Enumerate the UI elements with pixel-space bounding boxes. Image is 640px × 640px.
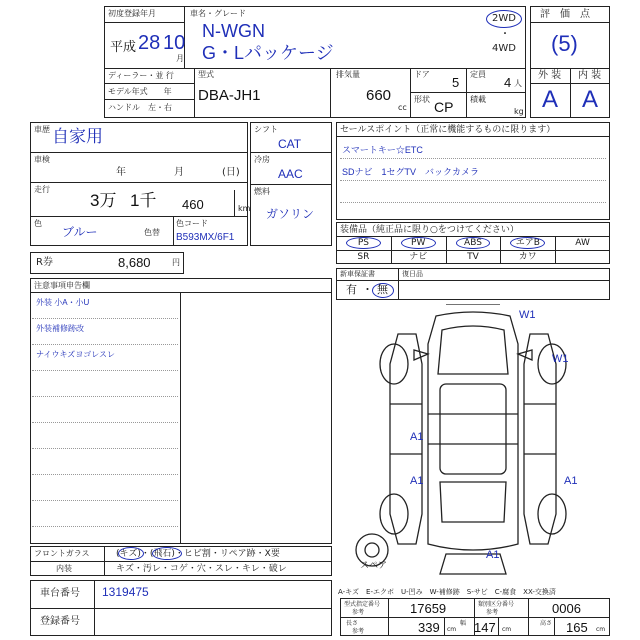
sales-line-2: SDナビ 1セグTV バックカメラ [342, 167, 480, 177]
capacity-unit: 人 [514, 79, 522, 88]
exterior-label: 外 装 [538, 70, 562, 81]
model-year-label: モデル年式 年 [108, 87, 172, 96]
exterior-grade: A [542, 86, 559, 113]
equipment-circle [456, 237, 491, 249]
equipment-item: SR [357, 252, 370, 262]
type-cert-label: 型式指定番号 [344, 601, 381, 608]
height-unit: cm [596, 626, 606, 633]
recycle-label: R券 [36, 257, 53, 268]
color: ブルー [62, 225, 98, 239]
usage: 自家用 [52, 127, 103, 146]
warranty-yes: 有 [346, 284, 357, 296]
type-label: 型式 [198, 70, 214, 79]
mark-w1-right: W1 [552, 353, 569, 365]
reg-year: 28 [138, 32, 161, 54]
capacity-label: 定員 [470, 70, 486, 79]
car-diagram [336, 304, 610, 586]
load-unit: kg [514, 107, 524, 116]
inspection-month-unit: 月 [174, 167, 184, 178]
warranty-sep: ・ [362, 284, 373, 296]
mileage-man: 3万 [90, 191, 117, 210]
name-grade-label: 車名・グレード [190, 9, 246, 18]
spare-label: スペア [360, 561, 388, 571]
yen-unit: 円 [172, 258, 180, 267]
displacement-label: 排気量 [336, 70, 360, 79]
color-label: 色 [34, 219, 42, 228]
mileage-label: 走行 [34, 185, 50, 194]
first-reg-label: 初度登録年月 [108, 9, 156, 18]
length-unit: cm [447, 626, 457, 633]
equipment-circle [346, 237, 381, 249]
equipment-label: 装備品（純正品に限り○をつけてください） [340, 225, 519, 235]
note-rule [32, 526, 178, 527]
interior-items: キズ・汚レ・コゲ・穴・スレ・キレ・破レ [116, 564, 287, 574]
capacity: 4 [504, 75, 512, 90]
note-rule [32, 474, 178, 475]
color-code-label: 色コード [176, 219, 208, 228]
mileage-rest: 460 [182, 197, 204, 212]
color-code: B593MX/6F1 [176, 232, 235, 243]
equipment-item: TV [467, 252, 479, 262]
recycle-box [30, 252, 184, 274]
equipment-item: PW [411, 238, 426, 248]
sales-line-1: スマートキー☆ETC [342, 145, 423, 155]
ac: AAC [278, 167, 303, 181]
inspection-day-unit: (日) [222, 167, 240, 178]
drive-4wd: 4WD [492, 43, 516, 54]
equipment-item: カワ [518, 252, 537, 262]
note-rule [32, 448, 178, 449]
note-rule [32, 318, 178, 319]
handle-label: ハンドル 左・右 [108, 103, 172, 112]
length-label: 長さ [346, 620, 359, 627]
cc-unit: cc [398, 103, 407, 112]
drive-dot: ・ [500, 29, 510, 40]
damage-legend: A-キズ E-エクボ U-凹み W-補修跡 S-サビ C-腐食 XX-交換済 [338, 588, 556, 596]
width-label: 幅 [460, 620, 467, 627]
mark-a1-rear: A1 [486, 549, 500, 561]
note-line-2: 外装補修跡改 [36, 324, 84, 333]
reg-label: 登録番号 [40, 616, 80, 627]
mileage-sen: 1千 [130, 191, 157, 210]
load-label: 積載 [470, 95, 486, 104]
usage-label: 車歴 [34, 125, 50, 134]
model-code: DBA-JH1 [198, 87, 261, 104]
inspection-label: 車検 [34, 155, 50, 164]
warranty-label: 新車保証書 [340, 270, 375, 278]
displacement: 660 [366, 87, 392, 104]
car-grade: G・Lパッケージ [202, 43, 334, 63]
equipment-circle [401, 237, 436, 249]
rating-label: 評 価 点 [540, 9, 590, 20]
shape-label: 形状 [414, 95, 430, 104]
note-rule [32, 422, 178, 423]
height-label: 高さ [540, 620, 553, 627]
glass-items: (キズ)・(飛石)・ヒビ割・リペア跡・X要 [116, 549, 280, 559]
rating-score: (5) [551, 31, 578, 56]
fuel: ガソリン [266, 207, 315, 221]
glass-label: フロントガラス [34, 549, 90, 558]
car-name: N-WGN [202, 21, 265, 41]
equipment-item: ナビ [409, 252, 428, 262]
note-line-1: 外装 小A・小U [36, 298, 90, 307]
width-unit: cm [502, 626, 512, 633]
length: 339 [418, 620, 440, 635]
note-rule [32, 370, 178, 371]
chassis: 1319475 [102, 585, 149, 599]
era: 平成 [110, 39, 137, 54]
sales-label: セールスポイント（正常に機能するものに限ります） [340, 125, 556, 135]
shape: CP [434, 99, 454, 115]
ac-label: 冷房 [254, 155, 270, 164]
width: 147 [474, 620, 496, 635]
height: 165 [566, 620, 588, 635]
length-ref: 参考 [352, 628, 365, 635]
month-unit: 月 [176, 54, 184, 63]
shift: CAT [278, 137, 302, 151]
notes-label: 注意事項申告欄 [34, 281, 90, 290]
equipment-item: PS [357, 238, 369, 248]
note-line-3: ナイウキズヨゴレスレ [36, 350, 116, 359]
note-rule [32, 500, 178, 501]
shift-label: シフト [254, 125, 278, 134]
inspection-year-unit: 年 [116, 167, 126, 178]
mark-a1-right-rear: A1 [564, 475, 578, 487]
warranty-no: 無 [377, 284, 388, 296]
km-unit: km [238, 204, 251, 213]
glass-tobiishi-circle [152, 547, 182, 560]
recycle: 8,680 [118, 255, 151, 270]
class: 0006 [552, 601, 581, 616]
type-cert: 17659 [410, 601, 447, 616]
mark-a1-left-rear: A1 [410, 475, 424, 487]
class-ref: 参考 [486, 609, 499, 616]
dealer-label: ディーラー・並 行 [108, 71, 174, 80]
equipment-item: エアB [515, 238, 540, 248]
reg-month: 10 [163, 32, 186, 54]
equipment-circle [510, 237, 545, 249]
class-label: 類別区分番号 [478, 601, 515, 608]
mark-w1-top: W1 [519, 309, 536, 321]
equipment-item: ABS [464, 238, 482, 248]
interior-label-row: 内装 [56, 564, 72, 573]
drive-2wd: 2WD [492, 13, 516, 24]
interior-grade: A [582, 86, 599, 113]
mark-a1-left: A1 [410, 431, 424, 443]
doors: 5 [452, 75, 460, 90]
type-cert-ref: 参考 [352, 609, 365, 616]
glass-kizu-circle [118, 547, 144, 560]
door-label: ドア [414, 70, 430, 79]
note-rule [32, 344, 178, 345]
chassis-label: 車台番号 [40, 588, 80, 599]
note-rule [32, 396, 178, 397]
color-swap-label: 色替 [144, 228, 160, 237]
after-label: 復日品 [402, 270, 423, 278]
equipment-item: AW [575, 238, 590, 248]
fuel-label: 燃料 [254, 187, 270, 196]
interior-label: 内 装 [578, 70, 602, 81]
